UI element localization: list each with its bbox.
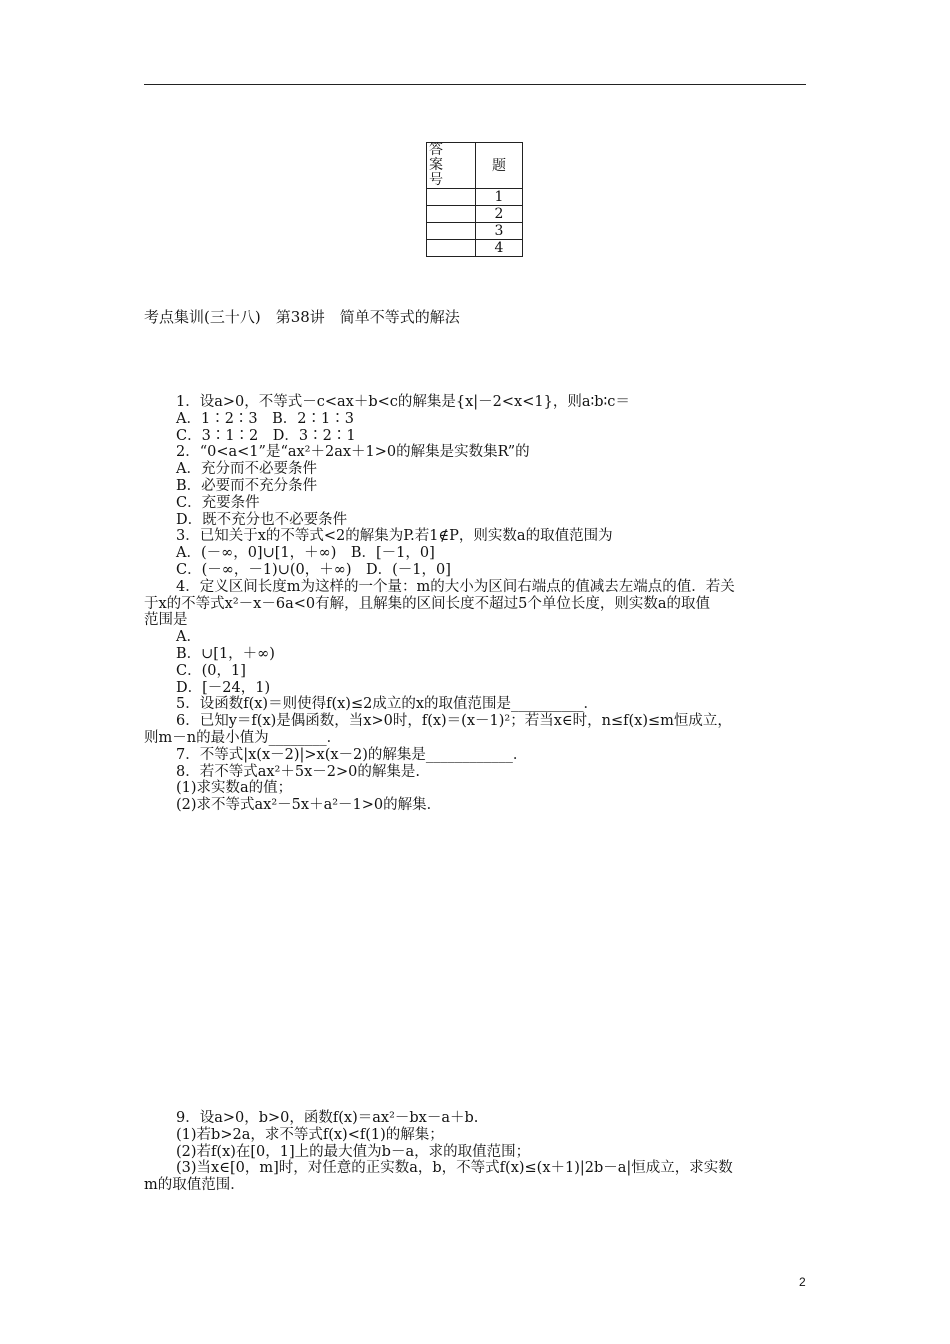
option-line: A． [176,629,201,646]
answer-cell[interactable] [427,189,476,206]
questions-block-1 [144,394,816,814]
option-line: C．3∶1∶2 D．3∶2∶1 [176,427,356,444]
question-number-cell: 1 [476,189,523,206]
table-row [427,240,523,257]
question-number-cell: 2 [476,206,523,223]
table-row [427,223,523,240]
table-row [427,189,523,206]
answer-header-text: 答 案 号 [429,142,443,188]
answer-cell[interactable] [427,223,476,240]
question-line-continued: 则m－n的最小值为________． [144,729,342,746]
answer-table [426,142,523,257]
option-line: D．既不充分也不必要条件 [176,511,348,528]
option-line: C．充要条件 [176,494,260,511]
question-line: 3．已知关于x的不等式<2的解集为P.若1∉P，则实数a的取值范围为 [176,528,613,545]
sub-question-line-continued: m的取值范围． [144,1177,245,1194]
option-line: A．充分而不必要条件 [176,461,317,478]
sub-question-line: (2)求不等式ax²－5x＋a²－1>0的解集． [176,797,442,814]
question-line: 2．“0<a<1”是“ax²＋2ax＋1>0的解集是实数集R”的 [176,444,530,461]
question-line: 8．若不等式ax²＋5x－2>0的解集是. [176,763,420,780]
option-line: A．1∶2∶3 B．2∶1∶3 [176,410,354,427]
page-number: 2 [799,1275,806,1289]
question-line: 5．设函数f(x)＝则使得f(x)≤2成立的x的取值范围是__________． [176,696,598,713]
answer-cell[interactable] [427,206,476,223]
option-line: D．[－24，1) [176,679,271,696]
option-line: C．(0，1] [176,662,246,679]
question-line: 4．定义区间长度m为这样的一个量：m的大小为区间右端点的值减去左端点的值．若关 [176,578,735,595]
section-title: 考点集训(三十八) 第38讲 简单不等式的解法 [144,308,460,326]
question-line: 6．已知y＝f(x)是偶函数，当x>0时，f(x)＝(x－1)²；若当x∈时，n≤f(x)≤m恒成立， [176,713,732,730]
table-row [427,206,523,223]
sub-question-line: (1)若b>2a，求不等式f(x)<f(1)的解集； [176,1126,444,1143]
question-line-continued: 于x的不等式x²－x－6a<0有解，且解集的区间长度不超过5个单位长度，则实数a的取值 [144,595,710,612]
sub-question-line: (2)若f(x)在[0，1]上的最大值为b－a，求的取值范围； [176,1143,531,1160]
question-line: 7．不等式|x(x－2)|>x(x－2)的解集是____________． [176,746,528,763]
header-rule [144,84,806,85]
answer-table-header [427,143,523,189]
question-line: 9．设a>0，b>0，函数f(x)＝ax²－bx－a＋b. [176,1110,479,1126]
option-line: C．(－∞，－1)∪(0，＋∞) D．(－1，0] [176,561,451,578]
answer-header-cell [427,143,476,189]
sub-question-line: (1)求实数a的值； [176,780,293,797]
sub-question-line: (3)当x∈[0，m]时，对任意的正实数a，b，不等式f(x)≤(x＋1)|2b－a|恒成立，求实数 [176,1160,733,1177]
option-line: B．∪[1，＋∞) [176,645,275,662]
question-number-cell: 3 [476,223,523,240]
question-header-cell: 题 [476,143,523,189]
question-line-continued: 范围是 [144,612,188,629]
question-number-cell: 4 [476,240,523,257]
option-line: B．必要而不充分条件 [176,477,318,494]
answer-cell[interactable] [427,240,476,257]
option-line: A．(－∞，0]∪[1，＋∞) B．[－1，0] [176,545,435,562]
question-line: 1．设a>0，不等式－c<ax＋b<c的解集是{x|－2<x<1}，则a∶b∶c＝ [176,394,630,410]
questions-block-2 [144,1110,816,1194]
